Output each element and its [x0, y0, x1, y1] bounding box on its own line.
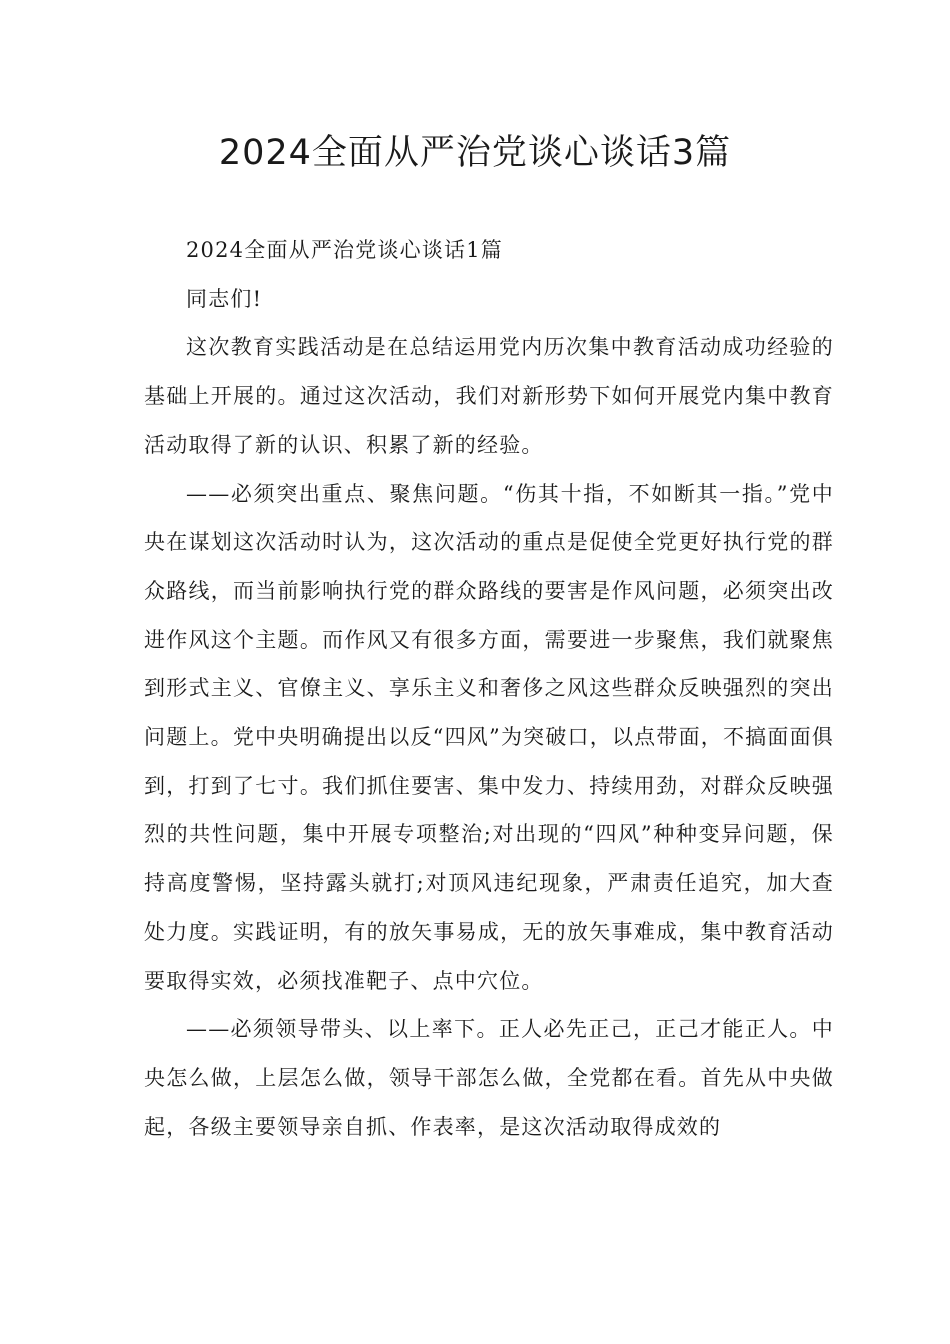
- paragraph: 这次教育实践活动是在总结运用党内历次集中教育活动成功经验的基础上开展的。通过这次活动，我们对新形势下如何开展党内集中教育活动取得了新的认识、积累了新的经验。: [144, 335, 834, 457]
- paragraph: ——必须突出重点、聚焦问题。“伤其十指，不如断其一指。”党中央在谋划这次活动时认为，这次活动的重点是促使全党更好执行党的群众路线，而当前影响执行党的群众路线的要害是作风问题，必须突出改进作风这个主题。而作风又有很多方面，需要进一步聚焦，我们就聚焦到形式主义、官僚主义、享乐主义和奢侈之风这些群众反映强烈的突出问题上。党中央明确提出以反“四风”为突破口，以点带面，不搞面面俱到，打到了七寸。我们抓住要害、集中发力、持续用劲，对群众反映强烈的共性问题，集中开展专项整治;对出现的“四风”种种变异问题，保持高度警惕，坚持露头就打;对顶风违纪现象，严肃责任追究，加大查处力度。实践证明，有的放矢事易成，无的放矢事难成，集中教育活动要取得实效，必须找准靶子、点中穴位。: [144, 481, 834, 993]
- document-title: 2024全面从严治党谈心谈话3篇: [218, 133, 732, 173]
- section-heading: 2024全面从严治党谈心谈话1篇: [186, 238, 504, 262]
- paragraph: ——必须领导带头、以上率下。正人必先正己，正己才能正人。中央怎么做，上层怎么做，领导干部怎么做，全党都在看。首先从中央做起，各级主要领导亲自抓、作表率，是这次活动取得成效的: [144, 1017, 834, 1139]
- document-body: [144, 226, 834, 1151]
- salutation: 同志们!: [186, 286, 263, 311]
